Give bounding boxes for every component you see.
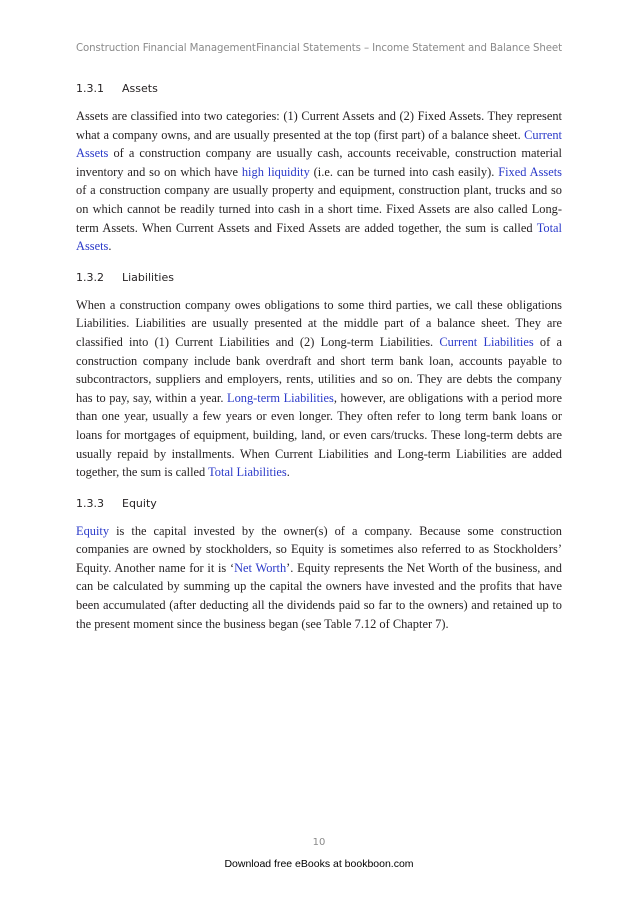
term-link[interactable]: Total Liabilities [208,465,287,480]
section-number: 1.3.2 [76,270,104,284]
paragraph-text: of a construction company include bank overdraft and short term bank loan, accounts payable to subcontractors, suppliers and employers, rents, utilities and so on. They are debts the company has to pay, say, within a year. [76,334,562,405]
term-link[interactable]: Long-term Liabilities [227,390,334,405]
section-number: 1.3.1 [76,82,104,95]
term-link[interactable]: Fixed Assets [498,164,562,179]
paragraph-text: of a construction company are usually property and equipment, construction plant, trucks and so on which cannot be readily turned into cash in a short time. Fixed Assets are also called Long-term Assets. When Current Assets and Fixed Assets are added together, the sum is called [76,183,562,235]
paragraph-text: . [286,465,290,480]
section-heading [76,270,562,285]
section-number: 1.3.3 [76,496,104,510]
section-heading [76,496,562,511]
page-number: 10 [312,837,326,848]
section-paragraph [76,107,562,256]
footer-download-link[interactable]: Download free eBooks at bookboon.com [224,858,414,870]
section-title: Equity [122,496,157,510]
term-link[interactable]: Current Liabilities [439,334,534,349]
header-book-title: Construction Financial Management [76,43,256,54]
paragraph-text: is the capital invested by the owner(s) of a company. Because some construction companies are owned by stockholders, so Equity is sometimes also referred to as Stockholders’ Equity. Another name for it is ‘ [76,523,562,575]
paragraph-text: When a construction company owes obligations to some third parties, we call these obligations Liabilities. Liabilities are usually presented at the middle part of a balance sheet. They are classified into (1) Current Liabilities and (2) Long-term Liabilities. [76,297,562,349]
running-header [76,43,562,54]
term-link[interactable]: high liquidity [241,164,310,179]
section-equity [76,496,562,634]
section-liabilities [76,270,562,482]
section-assets [76,81,562,256]
term-link[interactable]: Current Assets [76,127,562,161]
paragraph-text: . [108,239,112,254]
paragraph-text: of a construction company are usually cash, accounts receivable, construction material inventory and so on which have [76,146,562,179]
term-link[interactable]: Net Worth [234,560,287,575]
section-paragraph [76,296,562,482]
paragraph-text: (i.e. can be turned into cash easily). [309,164,499,179]
term-link[interactable]: Equity [76,523,110,538]
header-chapter-title: Financial Statements – Income Statement and Balance Sheet [256,43,562,54]
section-heading [76,81,562,96]
paragraph-text: , however, are obligations with a period more than one year, usually a few years or even longer. They often refer to long term bank loans or loans for mortgages of equipment, building, land, or even cars/trucks. These long-term debts are usually repaid by installments. When Current Liabilities and Long-term Liabilities are added together, the sum is called [76,390,562,480]
term-link[interactable]: Total Assets [76,220,562,254]
section-title: Liabilities [122,270,174,284]
section-title: Assets [122,82,158,95]
section-paragraph [76,522,562,634]
page-content [76,74,562,647]
paragraph-text: Assets are classified into two categories: (1) Current Assets and (2) Fixed Assets. They represent what a company owns, and are usually presented at the top (first part) of a balance sheet. [76,109,562,142]
paragraph-text: ’. Equity represents the Net Worth of the business, and can be calculated by summing up the capital the owners have invested and the profits that have been accumulated (after deducting all the dividends paid so far to the owners) and retained up to the present moment since the business began (see Table 7.12 of Chapter 7). [76,560,562,631]
